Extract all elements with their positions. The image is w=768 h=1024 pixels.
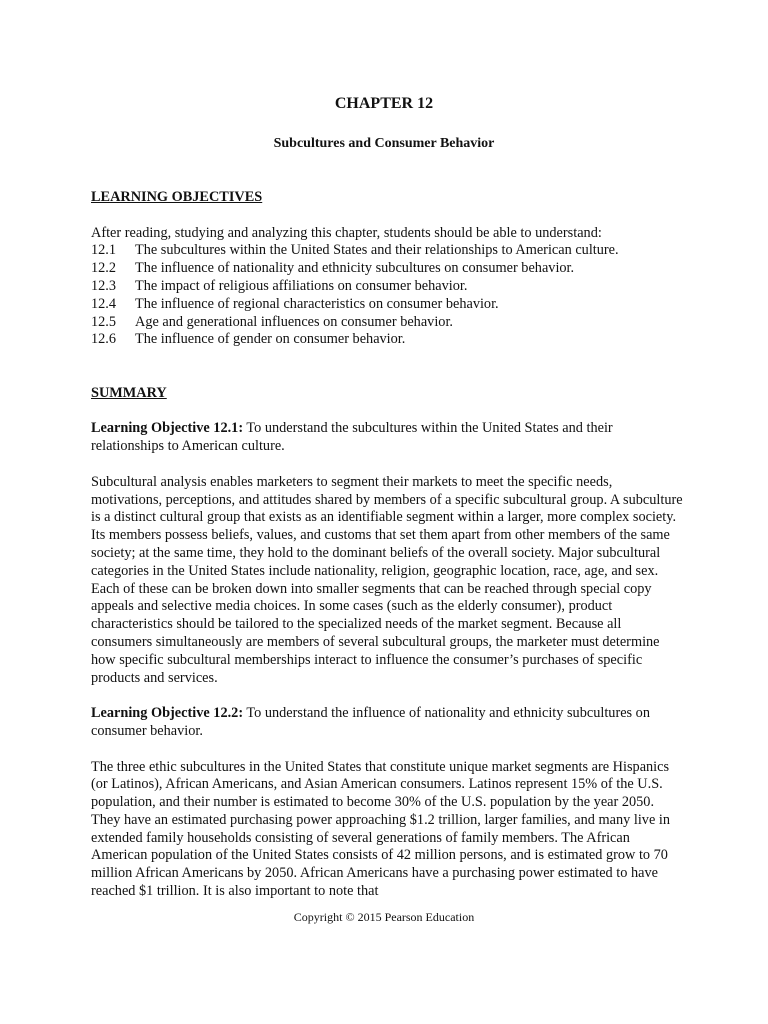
objectives-intro: After reading, studying and analyzing this chapter, students should be able to understand: bbox=[91, 224, 602, 241]
objective-number: 12.3 bbox=[91, 277, 117, 294]
list-item bbox=[91, 242, 686, 260]
learning-objective-2-label: Learning Objective 12.2: bbox=[91, 705, 244, 722]
objective-text: The influence of nationality and ethnicity subcultures on consumer behavior. bbox=[135, 260, 575, 277]
objective-text: Age and generational influences on consumer behavior. bbox=[135, 313, 453, 330]
page-content bbox=[91, 189, 686, 901]
learning-objective-1-label: Learning Objective 12.1: bbox=[91, 420, 244, 437]
learning-objective-2-paragraph: The three ethic subcultures in the United States that constitute unique market segments are Hispanics (or Latinos), African Americans, and Asian American consumers. Latinos represent 15% of the U.S. population, and their number is estimated to become 30% of the U.S. population by the year 2050. They have an estimated purchasing power approaching $1.2 trillion, larger families, and many live in extended family households consisting of several generations of family members. The African American population of the United States consists of 42 million persons, and is estimated grow to 70 million African Americans by 2050. African Americans have a purchasing power estimated to have reached $1 trillion. It is also important to note that bbox=[91, 758, 670, 900]
chapter-title: CHAPTER 12 bbox=[334, 95, 434, 112]
objective-text: The influence of gender on consumer behavior. bbox=[135, 331, 406, 348]
learning-objectives-heading: LEARNING OBJECTIVES bbox=[91, 189, 263, 205]
copyright-footer: Copyright © 2015 Pearson Education bbox=[293, 910, 475, 924]
list-item bbox=[91, 278, 686, 296]
objectives-list bbox=[91, 242, 686, 349]
objective-number: 12.5 bbox=[91, 313, 117, 330]
objective-text: The impact of religious affiliations on consumer behavior. bbox=[135, 277, 468, 294]
objective-text: The subcultures within the United States and their relationships to American culture. bbox=[135, 242, 619, 259]
list-item bbox=[91, 331, 686, 349]
learning-objective-1-statement bbox=[91, 420, 686, 456]
learning-objective-1-paragraph: Subcultural analysis enables marketers to segment their markets to meet the specific needs, motivations, perceptions, and attitudes shared by members of a specific subcultural group. A subculture is a distinct cultural group that exists as an identifiable segment within a larger, more complex society. Its members possess beliefs, values, and customs that set them apart from other members of the same society; at the same time, they hold to the dominant beliefs of the overall society. Major subcultural categories in the United States include nationality, religion, geographic location, race, age, and sex. Each of these can be broken down into smaller segments that can be reached through special copy appeals and selective media choices. In some cases (such as the elderly consumer), product characteristics should be tailored to the specialized needs of the market segment. Because all consumers simultaneously are members of several subcultural groups, the marketer must determine how specific subcultural memberships interact to influence the consumer’s purchases of specific products and services. bbox=[91, 473, 683, 686]
list-item bbox=[91, 260, 686, 278]
learning-objective-2-statement bbox=[91, 705, 686, 741]
summary-heading: SUMMARY bbox=[91, 384, 167, 401]
objective-number: 12.6 bbox=[91, 331, 117, 348]
list-item bbox=[91, 296, 686, 314]
objective-text: The influence of regional characteristics on consumer behavior. bbox=[135, 295, 499, 312]
objective-number: 12.1 bbox=[91, 242, 117, 259]
objective-number: 12.4 bbox=[91, 295, 117, 312]
list-item bbox=[91, 314, 686, 332]
objective-number: 12.2 bbox=[91, 260, 117, 277]
learning-objective-2-text: To understand the influence of nationality and ethnicity subcultures on consumer behavior. bbox=[91, 705, 650, 739]
chapter-subtitle: Subcultures and Consumer Behavior bbox=[273, 136, 495, 151]
learning-objective-1-text: To understand the subcultures within the United States and their relationships to American culture. bbox=[91, 420, 613, 455]
